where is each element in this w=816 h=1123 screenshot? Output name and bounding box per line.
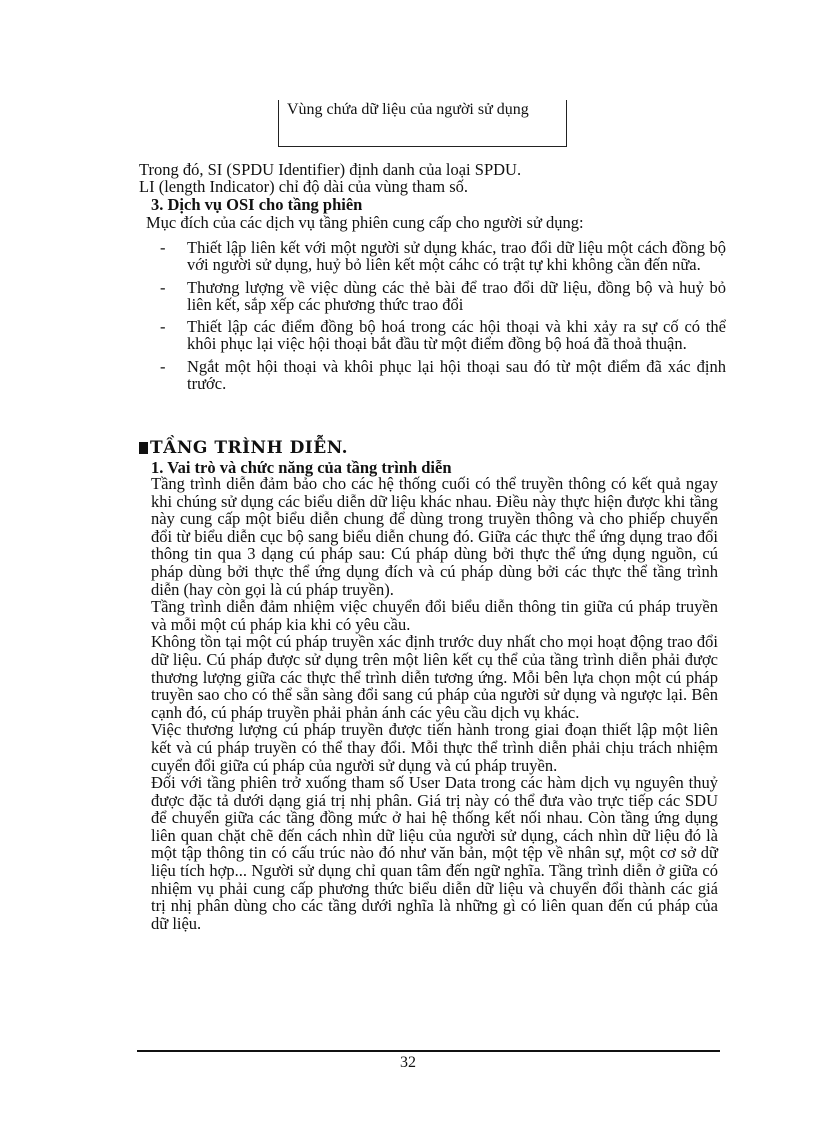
bullet-marker: - [160, 238, 166, 257]
section-3-heading: 3. Dịch vụ OSI cho tầng phiên [151, 195, 363, 214]
bullet-marker: - [160, 356, 166, 376]
list-item [160, 318, 726, 353]
li-definition: LI (length Indicator) chỉ độ dài của vùng tham số. [139, 177, 468, 197]
list-item [160, 358, 726, 393]
paragraph: Đối với tầng phiên trở xuống tham số User Data trong các hàm dịch vụ nguyên thuỷ được đặc tả dưới dạng giá trị nhị phân. Giá trị này có thể đưa vào trực tiếp các SDU để chuyển giữa các tầng đồng mức ở hai hệ thống kết nối nhau. Còn tầng ứng dụng liên quan chặt chẽ đến cách nhìn dữ liệu của người sử dụng, cách nhìn dữ liệu đó là một tập thông tin có cấu trúc nào đó như văn bản, một tệp về nhân sự, một cơ sở dữ liệu tích hợp... Người sử dụng chỉ quan tâm đến ngữ nghĩa. Tầng trình diễn ở giữa có nhiệm vụ phải cung cấp phương thức biểu diễn dữ liệu và chuyển đổi thành các giá trị nhị phân dùng cho các tầng dưới nghĩa là những gì có liên quan đến cú pháp của dữ liệu. [151, 773, 718, 933]
bullet-marker: - [160, 277, 166, 297]
bullet-text: Thiết lập liên kết với một người sử dụng khác, trao đổi dữ liệu một cách đồng bộ với người sử dụng, huỷ bỏ liên kết một cáhc có trật tự khi không cần đến nữa. [187, 238, 726, 275]
paragraph: Việc thương lượng cú pháp truyền được tiến hành trong giai đoạn thiết lập một liên kết và cú pháp truyền có thể thay đổi. Mỗi thực thể trình diễn phải chịu trách nhiệm cuyển đổi giữa cú pháp của người sử dụng và cú pháp truyền. [151, 720, 718, 775]
footer-rule [137, 1050, 720, 1052]
si-definition: Trong đó, SI (SPDU Identifier) định danh của loại SPDU. [139, 160, 522, 179]
service-bullet-list [160, 239, 726, 397]
chapter-heading-text: TẦNG TRÌNH DIỄN. [150, 438, 349, 458]
bullet-text: Thương lượng về việc dùng các thẻ bài để trao đổi dữ liệu, đồng bộ và huỷ bỏ liên kết, sắp xếp các phương thức trao đổi [187, 277, 726, 314]
section-3-intro: Mục đích của các dịch vụ tầng phiên cung cấp cho người sử dụng: [146, 213, 584, 232]
paragraph: Tầng trình diễn đảm nhiệm việc chuyển đổi biểu diễn thông tin giữa cú pháp truyền và mỗi một cú pháp kia khi có yêu cầu. [151, 597, 718, 634]
intro-block [139, 161, 521, 196]
paragraph: Tầng trình diễn đảm bảo cho các hệ thống cuối có thể truyền thông có kết quả ngay khi chúng sử dụng các biểu diễn dữ liệu khác nhau. Điều này thực hiện được khi tầng này cung cấp một biểu diễn chung để dùng trong truyền thông và cho phiếp chuyển đổi từ biểu diễn cục bộ sang biểu diễn chung đó. Giữa các thực thể ứng dụng trao đổi thông tin qua 3 dạng cú pháp sau: Cú pháp dùng bởi thực thể ứng dụng nguồn, cú pháp dùng bởi thực thể ứng dụng đích và cú pháp dùng bởi các thực thể tầng trình diễn (hay còn gọi là cú pháp truyền). [151, 474, 718, 599]
bullet-text: Thiết lập các điểm đồng bộ hoá trong các hội thoại và khi xảy ra sự cố có thể khôi phục lại việc hội thoại bắt đầu từ một điểm đồng bộ hoá đã thoả thuận. [187, 317, 726, 354]
square-bullet-icon [139, 442, 148, 454]
list-item [160, 279, 726, 314]
bullet-marker: - [160, 317, 166, 337]
chapter-heading [139, 438, 348, 458]
body-text [151, 475, 718, 932]
sub-heading: 1. Vai trò và chức năng của tầng trình diễn [151, 458, 452, 477]
spdu-data-field-box [278, 100, 567, 147]
spdu-data-field-label: Vùng chứa dữ liệu của người sử dụng [287, 101, 529, 118]
bullet-text: Ngắt một hội thoại và khôi phục lại hội thoại sau đó từ một điểm đã xác định trước. [187, 356, 726, 394]
paragraph: Không tồn tại một cú pháp truyền xác định trước duy nhất cho mọi hoạt động trao đổi dữ liệu. Cú pháp được sử dụng trên một liên kết cụ thể của tầng trình diễn phải được thương lượng giữa các thực thể trình diễn tương ứng. Mỗi bên lựa chọn một cú pháp truyền sao cho có thể sẵn sàng đổi sang cú pháp của người sử dụng và ngược lại. Bên cạnh đó, cú pháp truyền phải phản ánh các yêu cầu dịch vụ khác. [151, 632, 718, 722]
page-number: 32 [400, 1054, 416, 1071]
list-item [160, 239, 726, 274]
